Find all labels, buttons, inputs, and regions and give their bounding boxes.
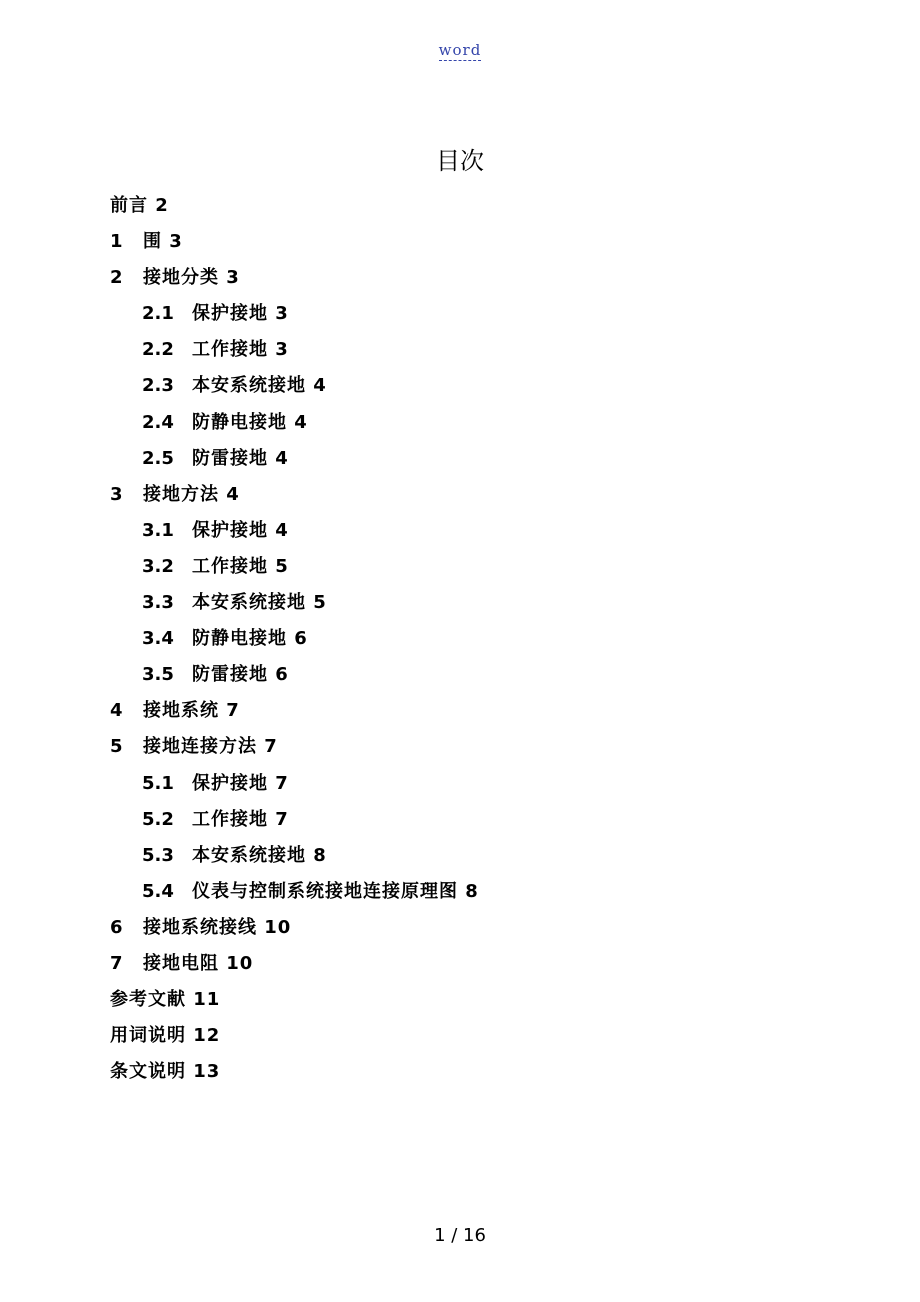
table-of-contents — [110, 188, 810, 1090]
toc-entry-text: 防雷接地 4 — [192, 447, 289, 469]
toc-entry-number: 3.2 — [142, 555, 174, 577]
header-link-text[interactable]: word — [438, 41, 482, 59]
toc-entry[interactable] — [110, 585, 810, 621]
toc-entry-number: 3 — [110, 483, 123, 505]
toc-entry-text: 接地电阻 10 — [143, 952, 254, 974]
toc-entry-text: 接地系统接线 10 — [143, 916, 292, 938]
toc-entry-number: 6 — [110, 916, 123, 938]
toc-entry-text: 保护接地 4 — [192, 519, 289, 541]
toc-entry-number: 5.2 — [142, 808, 174, 830]
toc-entry-text: 接地系统 7 — [143, 700, 240, 722]
toc-entry[interactable] — [110, 224, 810, 260]
toc-entry-text: 工作接地 5 — [192, 555, 289, 577]
toc-entry-text: 保护接地 3 — [192, 303, 289, 325]
toc-entry[interactable] — [110, 657, 810, 693]
toc-entry-text: 参考文献 11 — [110, 989, 221, 1011]
toc-entry-text: 保护接地 7 — [192, 772, 289, 794]
toc-entry-number: 2.4 — [142, 411, 174, 433]
toc-entry[interactable] — [110, 874, 810, 910]
toc-entry[interactable] — [110, 513, 810, 549]
toc-entry[interactable] — [110, 368, 810, 404]
toc-entry[interactable] — [110, 729, 810, 765]
toc-entry[interactable] — [110, 260, 810, 296]
toc-entry[interactable] — [110, 802, 810, 838]
toc-entry-number: 2 — [110, 267, 123, 289]
toc-entry-number: 2.1 — [142, 303, 174, 325]
toc-entry-text: 接地连接方法 7 — [143, 736, 278, 758]
toc-entry[interactable] — [110, 910, 810, 946]
toc-entry[interactable] — [110, 621, 810, 657]
toc-entry-text: 用词说明 12 — [110, 1025, 221, 1047]
toc-entry-text: 接地方法 4 — [143, 483, 240, 505]
toc-entry[interactable] — [110, 1018, 810, 1054]
toc-entry-number: 2.5 — [142, 447, 174, 469]
header-word-link[interactable] — [0, 40, 920, 60]
toc-entry-number: 4 — [110, 700, 123, 722]
toc-entry-text: 本安系统接地 5 — [192, 592, 327, 614]
toc-entry-number: 3.3 — [142, 592, 174, 614]
toc-entry-number: 3.5 — [142, 664, 174, 686]
toc-entry[interactable] — [110, 838, 810, 874]
toc-entry[interactable] — [110, 766, 810, 802]
toc-entry-number: 3.1 — [142, 519, 174, 541]
toc-entry[interactable] — [110, 549, 810, 585]
toc-entry[interactable] — [110, 946, 810, 982]
toc-entry-text: 本安系统接地 8 — [192, 844, 327, 866]
toc-title: 目次 — [436, 147, 484, 175]
toc-entry-text: 本安系统接地 4 — [192, 375, 327, 397]
toc-entry-text: 围 3 — [143, 231, 183, 253]
toc-entry-number: 1 — [110, 231, 123, 253]
toc-entry-number: 5.1 — [142, 772, 174, 794]
toc-entry-text: 工作接地 7 — [192, 808, 289, 830]
toc-entry-text: 防雷接地 6 — [192, 664, 289, 686]
toc-entry-text: 接地分类 3 — [143, 267, 240, 289]
toc-entry[interactable] — [110, 441, 810, 477]
toc-entry-number: 5.3 — [142, 844, 174, 866]
toc-entry[interactable] — [110, 188, 810, 224]
toc-entry[interactable] — [110, 405, 810, 441]
toc-entry-number: 3.4 — [142, 628, 174, 650]
toc-entry-text: 仪表与控制系统接地连接原理图 8 — [192, 880, 479, 902]
toc-entry[interactable] — [110, 1054, 810, 1090]
toc-entry-text: 防静电接地 6 — [192, 628, 308, 650]
toc-entry-number: 2.3 — [142, 375, 174, 397]
toc-entry[interactable] — [110, 477, 810, 513]
toc-entry-number: 7 — [110, 952, 123, 974]
toc-entry-text: 前言 2 — [110, 195, 169, 216]
toc-entry-number: 5.4 — [142, 880, 174, 902]
toc-entry[interactable] — [110, 982, 810, 1018]
page-indicator: 1 / 16 — [434, 1225, 486, 1246]
toc-entry[interactable] — [110, 332, 810, 368]
toc-entry-text: 条文说明 13 — [110, 1061, 221, 1083]
toc-entry-text: 工作接地 3 — [192, 339, 289, 361]
toc-entry[interactable] — [110, 693, 810, 729]
toc-entry-number: 5 — [110, 736, 123, 758]
toc-entry-text: 防静电接地 4 — [192, 411, 308, 433]
toc-entry[interactable] — [110, 296, 810, 332]
toc-entry-number: 2.2 — [142, 339, 174, 361]
